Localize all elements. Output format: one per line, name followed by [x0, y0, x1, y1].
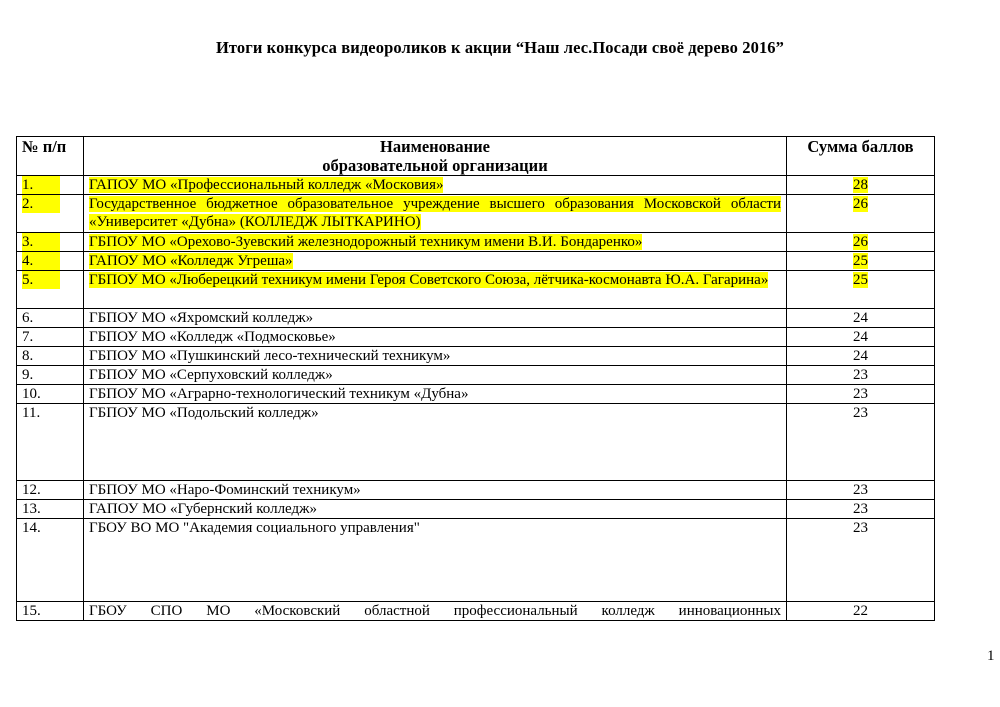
- table-row: [17, 519, 935, 602]
- score-value: 23: [787, 481, 935, 500]
- table-row: [17, 328, 935, 347]
- table-row: [17, 309, 935, 328]
- organization-name: ГБПОУ МО «Пушкинский лесо-технический техникум»: [84, 347, 787, 366]
- score-cell: [787, 252, 935, 271]
- organization-name: ГБПОУ МО «Аграрно-технологический техникум «Дубна»: [84, 385, 787, 404]
- results-table: [16, 136, 935, 621]
- table-row: [17, 404, 935, 481]
- score-value: 28: [853, 177, 868, 193]
- organization-name: ГБПОУ МО «Люберецкий техникум имени Героя Советского Союза, лётчика-космонавта Ю.А. Гагарина»: [89, 272, 769, 288]
- table-row: [17, 271, 935, 309]
- organization-name: ГБПОУ МО «Серпуховский колледж»: [84, 366, 787, 385]
- score-cell: [787, 271, 935, 309]
- row-number: 3.: [22, 233, 60, 251]
- table-row: [17, 252, 935, 271]
- row-number: 4.: [22, 252, 60, 270]
- organization-name: ГАПОУ МО «Губернский колледж»: [84, 500, 787, 519]
- organization-name: ГБОУ ВО МО "Академия социального управления": [84, 519, 787, 602]
- organization-name: ГБПОУ МО «Наро-Фоминский техникум»: [84, 481, 787, 500]
- score-value: 23: [787, 366, 935, 385]
- table-row: [17, 385, 935, 404]
- organization-cell: [84, 176, 787, 195]
- row-number: 12.: [17, 481, 84, 500]
- row-number-cell: [17, 271, 84, 309]
- organization-name: ГАПОУ МО «Колледж Угреша»: [89, 253, 293, 269]
- row-number: 5.: [22, 271, 60, 289]
- score-value: 23: [787, 404, 935, 481]
- score-value: 26: [853, 196, 868, 212]
- row-number: 7.: [17, 328, 84, 347]
- organization-name: ГБПОУ МО «Подольский колледж»: [84, 404, 787, 481]
- table-row: [17, 602, 935, 621]
- row-number: 8.: [17, 347, 84, 366]
- row-number: 14.: [17, 519, 84, 602]
- score-value: 24: [787, 347, 935, 366]
- score-value: 26: [853, 234, 868, 250]
- score-cell: [787, 195, 935, 233]
- table-row: [17, 347, 935, 366]
- row-number-cell: [17, 252, 84, 271]
- table-row: [17, 233, 935, 252]
- score-cell: [787, 176, 935, 195]
- table-row: [17, 195, 935, 233]
- row-number: 13.: [17, 500, 84, 519]
- organization-cell: [84, 195, 787, 233]
- page-number: 1: [987, 648, 995, 664]
- document-title: Итоги конкурса видеороликов к акции “Наш лес.Посади своё дерево 2016”: [215, 38, 785, 57]
- header-organization: [84, 137, 787, 176]
- score-value: 23: [787, 385, 935, 404]
- score-value: 23: [787, 500, 935, 519]
- header-organization-line2: образовательной организации: [322, 156, 548, 175]
- row-number: 11.: [17, 404, 84, 481]
- table-row: [17, 481, 935, 500]
- row-number-cell: [17, 176, 84, 195]
- score-value: 25: [853, 253, 868, 269]
- organization-cell: [84, 271, 787, 309]
- table-row: [17, 500, 935, 519]
- score-value: 22: [787, 602, 935, 621]
- header-number: № п/п: [17, 137, 84, 176]
- score-value: 24: [787, 309, 935, 328]
- organization-name: ГБПОУ МО «Яхромский колледж»: [84, 309, 787, 328]
- row-number: 6.: [17, 309, 84, 328]
- organization-name: ГБПОУ МО «Орехово-Зуевский железнодорожный техникум имени В.И. Бондаренко»: [89, 234, 643, 250]
- score-cell: [787, 233, 935, 252]
- header-score-sum: Сумма баллов: [787, 137, 935, 176]
- table-header-row: [17, 137, 935, 176]
- score-value: 25: [853, 272, 868, 288]
- organization-name: ГБОУ СПО МО «Московский областной профессиональный колледж инновационных: [84, 602, 787, 621]
- organization-cell: [84, 252, 787, 271]
- table-row: [17, 176, 935, 195]
- row-number: 10.: [17, 385, 84, 404]
- row-number: 1.: [22, 176, 60, 194]
- organization-cell: [84, 233, 787, 252]
- row-number: 9.: [17, 366, 84, 385]
- score-value: 23: [787, 519, 935, 602]
- row-number-cell: [17, 233, 84, 252]
- organization-name: ГБПОУ МО «Колледж «Подмосковье»: [84, 328, 787, 347]
- row-number: 15.: [17, 602, 84, 621]
- table-row: [17, 366, 935, 385]
- organization-name: Государственное бюджетное образовательное учреждение высшего образования Московской области «Университет «Дубна» (КОЛЛЕДЖ ЛЫТКАРИНО): [89, 196, 781, 230]
- header-organization-line1: Наименование: [380, 137, 490, 156]
- score-value: 24: [787, 328, 935, 347]
- row-number-cell: [17, 195, 84, 233]
- row-number: 2.: [22, 195, 60, 213]
- organization-name: ГАПОУ МО «Профессиональный колледж «Московия»: [89, 177, 444, 193]
